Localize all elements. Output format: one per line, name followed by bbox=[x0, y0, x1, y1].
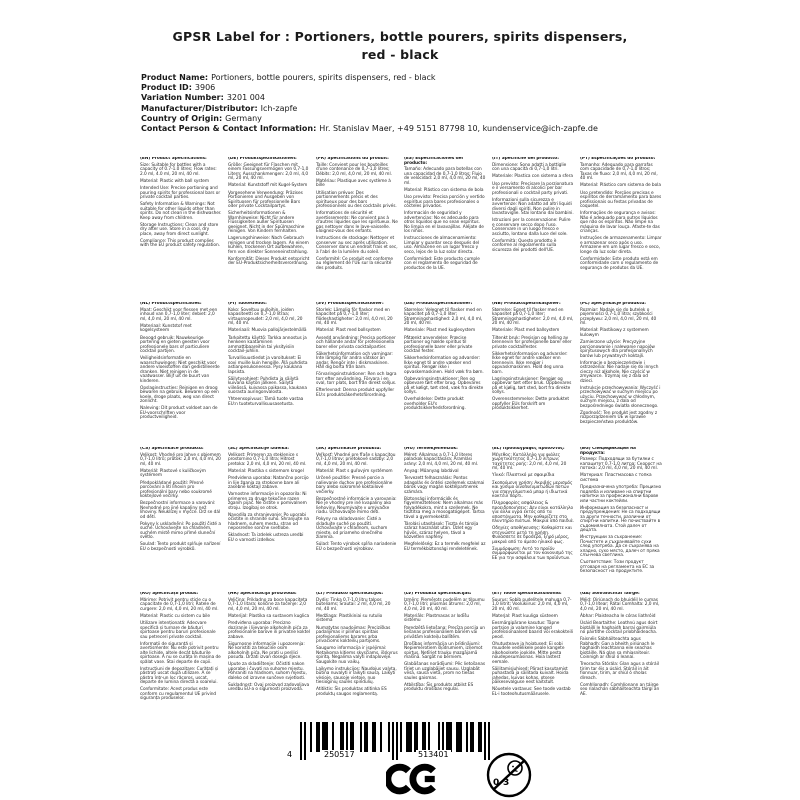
spec-paragraph: Suurus: Sobib pudelitele mahuga 0,7-1,0 liitrit; Voolukiirus: 2,0 ml, 4,0 ml, 20 ml, 40 ml. bbox=[492, 597, 572, 612]
language-paragraphs bbox=[316, 454, 398, 552]
spec-paragraph: Sukladnost: Ovaj proizvod zadovoljava uredbu EU-a o sigurnosti proizvoda. bbox=[228, 682, 310, 693]
spec-paragraph: Materiał: Plastikowy z systemem kulowym bbox=[580, 328, 649, 338]
spec-paragraph: Sicherheitsinformationen & Warnhinweise: Nicht für andere Flüssigkeiten außer Spirituosen geeignet. Nicht in der Spülmaschine reinigen. Von Kindern fernhalten. bbox=[228, 211, 305, 235]
spec-paragraph: Beoogd gebruik: Nauwkeurige portering en gieten geesten voor professionele bars of particuliere cocktail partijen. bbox=[140, 335, 210, 355]
language-paragraphs bbox=[228, 164, 310, 267]
spec-paragraph: Compliance: This product complies with the EU product safety regulation. bbox=[140, 238, 220, 249]
language-block-pl bbox=[580, 302, 662, 447]
spec-paragraph: Utilizare intenționată: Adecvare specifică și turnare de băuturi spirtoase pentru baruri profesionale sau petreceri private cocktail. bbox=[140, 621, 216, 640]
spec-paragraph: Ábhar: Plaisteacha le córas liathróid bbox=[580, 613, 656, 619]
language-block-cs bbox=[140, 447, 222, 592]
language-heading: (HR) Specifikacija proizvoda: bbox=[228, 592, 297, 596]
spec-paragraph: Matériau: Plastique avec système à bille bbox=[316, 178, 391, 189]
product-info-field bbox=[141, 104, 665, 114]
spec-paragraph: Οδηγίες αποθήκευσης: Καθαρίστε και στεγνώστε μετά τη χρήση. Φυλάσσετε σε δροσερό, ξηρό μέρος, μακριά από το άμεσο ηλιακό φως. bbox=[492, 526, 572, 545]
language-block-hu bbox=[404, 447, 486, 592]
spec-paragraph: Varnostne informacije in opozorila: Ni primeren za druge tekočine razen žganih pijač. Ne čistite v pomivalnem stroju. Izogibaj se otrok. bbox=[228, 492, 307, 511]
language-paragraphs bbox=[404, 168, 486, 271]
product-info-label: Manufacturer/Distributor: bbox=[141, 103, 258, 113]
spec-paragraph: Tiltenkt bruk: Presisjon og helling av brennevin for profesjonelle barer eller private cocktailfester. bbox=[492, 335, 572, 350]
spec-paragraph: Istruzioni per la conservazione: Pulire e conservare secco dopo l'uso. Conservare in un luogo fresco e asciutto, lontano dalla luce del sole. bbox=[492, 218, 571, 237]
language-paragraphs bbox=[404, 599, 486, 693]
spec-paragraph: Lagerungshinweise: Nach Gebrauch reinigen und trocken lagern. An einem kühlen, trockenen Ort aufbewahren, fern von direkter Sonneneinstrahlung. bbox=[228, 236, 309, 255]
product-info-value: 3201 004 bbox=[226, 93, 265, 103]
spec-paragraph: Saugumo informacija ir įspėjimai: Netaikoma kitiems skysčiams, išskyrus spiritą. Negalima valyti indaplovėje. Saugokite nuo vaikų. bbox=[316, 646, 398, 665]
spec-paragraph: Overholdelse: Dette produkt overholder EU's produktsikkerhedsforordning. bbox=[404, 397, 466, 412]
spec-paragraph: Biztonsági információk és figyelmeztetések: Nem alkalmas más folyadékokra, mint a szellemek. Ne tisztítsa meg a mosogatógépet. Tartsa távol a gyermekektől. bbox=[404, 496, 485, 520]
spec-paragraph: Úsáid Beartaithe: Leathnú agus doirt biotáillí le haghaidh barraí gairmiúla nó páirtithe cocktail príobháideacha. bbox=[580, 621, 658, 636]
spec-paragraph: Informations de sécurité et avertissements: Ne convient pas à d'autres liquides que les spiritueux. Ne pas nettoyer dans le lave-vaisselle. Éloignez-vous des enfants. bbox=[316, 211, 398, 235]
language-heading: (BG) Спецификация на продукта: bbox=[580, 447, 636, 456]
spec-paragraph: Medžiaga: Plastikiniai su rutulio sistema bbox=[316, 613, 383, 624]
product-info-field bbox=[141, 83, 665, 93]
language-block-sk bbox=[316, 447, 398, 592]
spec-paragraph: Předpokládané použití: Přesné porcování a lití lihovin pro profesionální bary nebo soukromé koktejlové večírky. bbox=[140, 480, 212, 500]
spec-paragraph: Laikymo instrukcijos: Naudojus valyta, būtina nuvalyti ir laikyti sausą. Laikyti vėsioje, sausoje vietoje, nuo tiesioginių saulės spindulių. bbox=[316, 666, 397, 686]
spec-paragraph: Materiāls: Plastmasas ar lodīšu sistēmu bbox=[404, 613, 470, 624]
language-heading: (PT) Especificações do produto: bbox=[580, 157, 656, 161]
spec-paragraph: Påtænkt anvendelse: Præcise portioner og hælde spiritus til professionelle barer eller private cocktail fester. bbox=[404, 335, 473, 355]
spec-paragraph: Material: Plastic cu sistem cu bile bbox=[140, 613, 210, 619]
spec-paragraph: Predviđena uporaba: Precizno doziranje i lijevanje alkoholnih pića za profesionalne barove ili privatne koktel zabave. bbox=[228, 621, 310, 640]
spec-paragraph: Zgodność: Ten produkt jest zgodny z rozporządzeniem UE w sprawie bezpieczeństwa produktów. bbox=[580, 410, 658, 425]
spec-paragraph: Megfelelőség: Ez a termék megfelel az EU termékbiztonsági rendeletének. bbox=[404, 542, 486, 552]
spec-paragraph: Opslaginstructies: Reinigen en droog bewaren na gebruik. Bewaren op een koele, droge plaats, weg van direct zonlicht. bbox=[140, 385, 219, 405]
spec-paragraph: Navodila za shranjevanje: Po uporabi očistite in shranite suho. Shranjujte na hladnem, suhem mestu, stran od neposredne sončne svetlobe. bbox=[228, 512, 309, 532]
spec-paragraph: Material: Plast med bollsystem bbox=[316, 328, 381, 334]
language-heading: (GA) Sonraíochtaí Táirge: bbox=[580, 592, 640, 596]
language-block-pt bbox=[580, 157, 662, 302]
spec-paragraph: Určené použitie: Presné porcie a nalievanie duchov pre profesionálne bary alebo súkromné koktailové večierky. bbox=[316, 476, 393, 495]
language-block-bg bbox=[580, 447, 662, 592]
product-info-label: Variation Number: bbox=[141, 93, 224, 103]
spec-paragraph: Ohutusteave ja hoiatused: Ei sobi muudele vedelikele peale kangete alkohoolsete jookide. Mitte pesta nõudepesumasinas. Hoia lastest eemale. bbox=[492, 641, 565, 665]
spec-paragraph: Размер: Подходящи за бутилки с капацитет 0,7-1,0 литра; Скорост на потока: 2,0 ml, 4,0 ml, 20 ml, 40 ml. bbox=[580, 457, 662, 472]
spec-paragraph: Materiaali: Muovia pallojärjestelmällä bbox=[228, 328, 307, 334]
spec-paragraph: Pokyny na skladovanie: Čisté a skladujte suché po použití. Uchovávajte v chladnom, suchom mieste, od priameho slnečného žiarenia. bbox=[316, 517, 388, 541]
spec-paragraph: Μέγεθος: Κατάλληλο για φιάλες χωρητικότητας 0,7-1,0 λίτρων; ταχύτητες ροής: 2,0 ml, 4,0 ml, 20 ml, 40 ml. bbox=[492, 452, 567, 472]
spec-paragraph: Sigurnosne informacije i upozorenja: Ne koristiti za tekućine osim alkoholnih pića. Ne prati u perilici posuđa. Držati izvan dosega djece. bbox=[228, 641, 305, 661]
spec-paragraph: Инструкции за съхранение: Почистете и съхранявайте сухи след употреба. Да се съхранява на хладно, сухо място, далеч от пряка слънчева светлина. bbox=[580, 535, 660, 559]
age-warning-0-3-icon bbox=[484, 750, 534, 800]
spec-paragraph: Säkerhetsinformation och varningar: Inte lämplig för andra vätskor än andar. Rengör inte i diskmaskinen. Håll dig borta från barn. bbox=[316, 351, 393, 371]
spec-paragraph: Rozmiar: Nadaje się do butelek o pojemności 0,7-1,0 litra; szybkości przepływu: 2,0 ml, 4,0 ml, 20 ml, 40 ml. bbox=[580, 307, 657, 327]
language-paragraphs bbox=[580, 309, 662, 425]
language-paragraphs bbox=[228, 454, 310, 543]
language-block-el bbox=[492, 447, 574, 592]
language-heading: (PL) Specyfikacje produktu: bbox=[580, 302, 646, 306]
spec-paragraph: Conformità: Questo prodotto è conforme al regolamento sulla sicurezza dei prodotti dell'UE. bbox=[492, 238, 557, 253]
age-warning-text: 0-3 bbox=[493, 778, 510, 788]
spec-paragraph: Izmērs: Piemērots pudelēm ar tilpumu 0,7-1,0 litri; plūsmas ātrums: 2,0 ml, 4,0 ml, 20 ml, 40 ml. bbox=[404, 597, 485, 612]
language-heading: (DA) Produktspecifikationer: bbox=[404, 302, 473, 306]
spec-paragraph: Υλικό: Πλαστικό με σφαιρίδια bbox=[492, 473, 555, 479]
language-paragraphs bbox=[492, 599, 574, 697]
spec-paragraph: Anyag: Műanyag labdával bbox=[404, 468, 459, 474]
spec-paragraph: Materijal: Plastika sa sustavom kuglica bbox=[228, 613, 310, 619]
language-block-it bbox=[492, 157, 574, 302]
spec-paragraph: Información de seguridad y advertencias: No es adecuado para otros líquidos que no sean espíritus. No limpia en el lavavajillas. Aléjate de los niños. bbox=[404, 211, 484, 235]
language-paragraphs bbox=[140, 164, 222, 249]
language-heading: (EL) Προδιαγραφές προϊόντος: bbox=[492, 447, 565, 451]
language-heading: (SL) Specifikacije izdelka: bbox=[228, 447, 289, 451]
spec-paragraph: Størrelse: Velegnet til flasker med en kapacitet på 0,7-1,0 liter; Strømningshastighed: 2,0 ml, 4,0 ml, 20 ml, 40 ml. bbox=[404, 307, 483, 327]
language-heading: (NL) Productspecificaties: bbox=[140, 302, 202, 306]
spec-paragraph: Intended Use: Precise portioning and pouring spirits for professional bars or private cocktail parties. bbox=[140, 186, 221, 201]
spec-paragraph: Veličina: Prikladno za boce kapaciteta 0,7-1,0 litara; količine za točenje: 2,0 ml, 4,0 ml, 20 ml, 40 ml. bbox=[228, 597, 308, 612]
spec-paragraph: Veiligheidsinformatie en waarschuwingen: Niet geschikt voor andere vloeistoffen dan gedistilleerde dranken. Niet reinigen in de vaatwasser. Blijf uit de buurt van kinderen. bbox=[140, 356, 220, 384]
spec-paragraph: Maat: Geschikt voor flessen met een inhoud van 0,7-1,0 liter; debiet: 2,0 ml, 4,0 ml, 20 ml, 40 ml. bbox=[140, 307, 218, 322]
spec-paragraph: Συμμόρφωση: Αυτό το προϊόν συμμορφώνεται με τον κανονισμό της ΕΕ για την ασφάλεια των προϊόντων. bbox=[492, 546, 573, 561]
spec-paragraph: Opbevaringsinstruktioner: Ren og opbevare tørt efter brug. Opbevares på et køligt, tørt sted, væk fra direkte sollys. bbox=[404, 376, 484, 396]
spec-paragraph: Taille: Convient pour les bouteilles d'une contenance de 0,7-1,0 litres; Débits: 2,0 ml, 4,0 ml, 20 ml, 40 ml. bbox=[316, 162, 392, 177]
language-heading: (RO) Specificații produs: bbox=[140, 592, 199, 596]
spec-paragraph: Conformidad: Este producto cumple con el reglamento de seguridad de productos de la UE. bbox=[404, 256, 480, 271]
language-paragraphs bbox=[580, 458, 662, 574]
ean13-barcode bbox=[287, 722, 490, 762]
language-heading: (ET) Toote spetsifikatsioonid: bbox=[492, 592, 562, 596]
product-info-value: Germany bbox=[225, 113, 262, 123]
spec-paragraph: Súlad: Tento výrobok spĺňa nariadenie EÚ o bezpečnosti výrobkov. bbox=[316, 542, 397, 552]
language-paragraphs bbox=[580, 164, 662, 271]
language-block-fr bbox=[316, 157, 398, 302]
product-info-label: Contact Person & Contact Information: bbox=[141, 124, 317, 134]
spec-paragraph: Materiaal: Kunststof met kogelsysteem bbox=[140, 323, 192, 334]
page-title-line1: GPSR Label for : Portioners, bottle pourers, spirits dispensers, bbox=[172, 29, 628, 44]
language-block-et bbox=[492, 592, 574, 737]
spec-paragraph: Materiál: Plast s guľovým systémom bbox=[316, 468, 393, 474]
language-heading: (SK) Špecifikácie produktu: bbox=[316, 447, 382, 451]
spec-paragraph: Material: Plastika s sistemom krogel bbox=[228, 468, 304, 474]
spec-paragraph: Materiale: Plastica con sistema a sfera bbox=[492, 174, 573, 180]
barcode-left-digits: 250517 bbox=[324, 750, 355, 759]
language-block-lv bbox=[404, 592, 486, 737]
language-heading: (FR) Spécifications du produit: bbox=[316, 157, 389, 161]
spec-paragraph: Treoracha Stórála: Glan agus a stóráil tirim tar éis a úsáid. Stóráil in áit fionnuar, tirim, ar shiúl ó sholas díreach. bbox=[580, 662, 659, 681]
spec-paragraph: Материал: Пластмасова с топка система bbox=[580, 473, 652, 483]
spec-paragraph: Tamanho: Adequado para garrafas com capacidade de 0,7-1,0 litros; Taxas de fluxo: 2,0 ml, 4,0 ml, 20 ml, 40 ml. bbox=[580, 162, 658, 182]
spec-paragraph: Instruções de armazenamento: Limpar e armazenar seco após o uso. Armazene em um lugar fresco e seco, longe da luz solar direta. bbox=[580, 236, 662, 255]
spec-paragraph: Σκοπούμενη χρήση: Ακριβής μερισμός και χύσιμο οινοπνευματωδών ποτών για επαγγελματικά μπαρ ή ιδιωτικά κοκτέιλ πάρτι. bbox=[492, 480, 573, 500]
language-block-fi bbox=[228, 302, 310, 447]
spec-paragraph: Sikkerhetsinformasjon og advarsler: Ikke egnet for andre væsker enn brennevin. Ikke rengjør i oppvaskmaskinen. Hold deg unna barn. bbox=[492, 351, 568, 375]
product-info-value: Hr. Stanislav Maer, +49 5151 87798 10, kundenservice@ich-zapfe.de bbox=[319, 124, 598, 134]
language-heading: (FI) Tuotetiedot: bbox=[228, 302, 267, 306]
spec-paragraph: Material: Plástico con sistema de bola bbox=[404, 187, 484, 193]
spec-paragraph: Informazioni sulla sicurezza e avvertenze: Non adatto ad altri liquidi diversi dagli spiriti. Non pulire in lavastoviglie. Stai lontano dai bambini. bbox=[492, 197, 574, 217]
language-heading: (DE) Produktspezifikationen: bbox=[228, 157, 297, 161]
spec-paragraph: Conformitate: Acest produs este conform cu regulamentul UE privind siguranța produselor. bbox=[140, 687, 217, 702]
spec-paragraph: Nõuetele vastavus: See toode vastab EL-i tooteohutusmäärusele. bbox=[492, 687, 571, 697]
language-paragraphs bbox=[580, 599, 662, 697]
spec-paragraph: Skladnost: Ta izdelek ustreza uredbi EU o varnosti izdelkov. bbox=[228, 533, 304, 543]
spec-paragraph: Instrucciones de almacenamiento: Limpiar y guardar seco después del uso. Almacene en un lugar fresco y seco, lejos de la luz solar directa. bbox=[404, 236, 480, 255]
spec-paragraph: Instrucțiuni de depozitare: Curățați și păstrați uscat după utilizare. A se păstra într-un loc răcoros, uscat, departe de lumina directă a soarelui. bbox=[140, 666, 219, 686]
spec-paragraph: Material: Plástico com sistema de bola bbox=[580, 183, 661, 189]
spec-paragraph: Tamaño: Adecuado para botellas con una capacidad de 0,7-1,0 litros; Flujo de velocidad: 2,0 ml, 4,0 ml, 20 ml, 40 ml. bbox=[404, 167, 486, 186]
page-title-line2: red - black bbox=[361, 47, 439, 62]
spec-paragraph: Materiale: Plast med kuglesystem bbox=[404, 328, 476, 334]
language-paragraphs bbox=[316, 164, 398, 271]
spec-paragraph: Materiál: Plastové s kuličkovým systémem bbox=[140, 468, 206, 479]
spec-paragraph: Glabāšanas norādījumi: Pēc lietošanas tīriet un uzglabājiet sausu. Uzglabāt vēsā, sausā vietā, prom no tiešas saules gaismas. bbox=[404, 662, 486, 681]
spec-paragraph: Yhteensopivuus: Tämä tuote vastaa EU:n tuoteturvallisuusasetusta. bbox=[228, 397, 304, 407]
language-paragraphs bbox=[404, 309, 486, 412]
spec-paragraph: Tervezett felhasználás: Pontos adagolás és öntési szellemek szakmai bárok vagy magán koktélpartnerek számára. bbox=[404, 476, 485, 495]
spec-paragraph: Faisnéis Sábháilteachta agus Rabhadh: Gan a bheith oiriúnach le haghaidh leachtanna eile seachas biotáille. Ná glan sa mhiasniteoir. Coinnigh ar shiúl ó leanaí. bbox=[580, 637, 655, 661]
language-heading: (EN) Product Specifications: bbox=[140, 157, 207, 161]
language-block-lt bbox=[316, 592, 398, 737]
language-heading: (HU) Termékjellemzők: bbox=[404, 447, 458, 451]
spec-paragraph: Tárolási utasítások: Tiszta és tárolja száraz használat után. Üzlet egy hűvös, száraz helyen, távol a közvetlen napfény. bbox=[404, 521, 479, 541]
spec-paragraph: Atitiktis: Šis produktas atitinka ES produktų saugos reglamentą. bbox=[316, 687, 387, 697]
language-paragraphs bbox=[316, 599, 398, 697]
spec-paragraph: Dimensione: Sono adatti a bottiglie con una capacità di 0,7-1,0 litri. bbox=[492, 162, 567, 173]
page-title bbox=[100, 28, 700, 64]
spec-paragraph: Säilitamisjuhised: Pärast kasutamist puhastada ja säilitada kuivalt. Hoida jahedas, kuivas kohas, otsese päikesevalguse eest kaitstult. bbox=[492, 666, 569, 686]
spec-paragraph: Material: Kunststoff mit Kugel-System bbox=[228, 183, 308, 189]
spec-paragraph: Numatytas naudojimas: Preciziškas padalijimas ir pilimas spiritais profesionaliems barams arba privačioms kokteilių partijoms. bbox=[316, 625, 391, 645]
spec-paragraph: Informacje o bezpieczeństwie i ostrzeżenia: Nie nadaje się do innych cieczy niż alkohole. Nie czyścić w zmywarce. Trzymaj się z dala od dzieci. bbox=[580, 360, 659, 384]
product-info-field bbox=[141, 114, 665, 124]
spec-paragraph: Naleving: Dit product voldoet aan de EU-voorschriften voor productveiligheid. bbox=[140, 406, 218, 421]
spec-paragraph: Instrukcje przechowywania: Wyczyść i przechowywać w suchym miejscu po użyciu. Przechowywać w chłodnym, suchym miejscu, z dala od bezpośredniego światła słonecznego. bbox=[580, 385, 661, 409]
spec-paragraph: Velikost: Vhodné pro lahve s objemem 0,7-1,0 litrů; průtok: 2,0 ml, 4,0 ml, 20 ml, 40 ml. bbox=[140, 452, 221, 467]
spec-paragraph: Turvallisuustiedot ja varoitukset: Ei sovi muille kuin hengille. Älä puhdista astianpesukoneessa. Pysy kaukana lapsista. bbox=[228, 356, 308, 375]
language-heading: (SV) Produktspecifikationer: bbox=[316, 302, 384, 306]
spec-paragraph: Størrelse: Egnet til flasker med en kapasitet på 0,7-1,0 liter; Strømningshastigheter: 2,0 ml, 4,0 ml, 20 ml, 40 ml. bbox=[492, 307, 574, 327]
barcode-first-digit: 4 bbox=[287, 750, 293, 759]
language-block-sv bbox=[316, 302, 398, 447]
language-block-es bbox=[404, 157, 486, 302]
product-info-field bbox=[141, 124, 665, 134]
language-block-ga bbox=[580, 592, 662, 737]
spec-paragraph: Förvaringsinstruktioner: Ren och lagra torr efter användning. Förvara i en sval, torr plats, bort från direkt solljus. bbox=[316, 372, 397, 387]
product-info-label: Country of Origin: bbox=[141, 113, 223, 123]
language-heading: (IT) Specifiche del prodotto: bbox=[492, 157, 559, 161]
spec-paragraph: Storage Instructions: Clean and store dry after use. Store in a cool, dry place, away from direct sunlight. bbox=[140, 222, 219, 237]
product-info-field bbox=[141, 93, 665, 103]
language-paragraphs bbox=[492, 309, 574, 412]
spec-paragraph: Mărime: Potrivit pentru sticle cu o capacitate de 0,7-1,0 litri; Ratele de curgere: 2,0 ml, 4,0 ml, 20 ml, 40 ml. bbox=[140, 597, 219, 612]
spec-paragraph: Konformität: Dieses Produkt entspricht der EU-Produktsicherheitsverordnung. bbox=[228, 256, 310, 267]
product-info-field bbox=[141, 73, 665, 83]
spec-paragraph: Materiale: Plast med ballsystem bbox=[492, 328, 560, 334]
language-block-de bbox=[228, 157, 310, 302]
spec-paragraph: Предназначена употреба: Прецизно подялба и изливане на спиртни напитки за професионални барове или частни коктейли. bbox=[580, 485, 662, 504]
spec-paragraph: Tarkoitettu käyttö: Tarkka annostus ja henkeen kaataminen ammattibaareihin tai yksityisiin cocktail-juhliin. bbox=[228, 335, 307, 355]
language-block-nb bbox=[492, 302, 574, 447]
spec-paragraph: Soulad: Tento produkt splňuje nařízení EU o bezpečnosti výrobků. bbox=[140, 542, 221, 552]
language-paragraphs bbox=[140, 454, 222, 552]
spec-paragraph: Storlek: Lämplig för flaskor med en kapacitet på 0,7-1,0 liter; flödeshastigheter: 2,0 ml, 4,0 ml, 20 ml, 40 ml. bbox=[316, 307, 393, 327]
spec-paragraph: Съответствие: Този продукт отговаря на регламента на ЕС за безопасност на продуктите. bbox=[580, 560, 655, 575]
language-heading: (LT) Produkto specifikacijos: bbox=[316, 592, 384, 596]
spec-paragraph: Instructions de stockage: Nettoyer et conserver au sec après utilisation. Conserver dans un endroit frais et sec, à l'abri de la lumière du soleil. bbox=[316, 236, 398, 255]
spec-paragraph: Predvidena uporaba: Natančno porcijo in lije žganja za strokovne bare ali zasebne koktajl zabave. bbox=[228, 476, 309, 491]
spec-paragraph: Méret: Alkalmas a 0,7-1,0 literes palackok kapacitására; Áramlási arány: 2,0 ml, 4,0 ml, 20 ml, 40 ml. bbox=[404, 452, 479, 467]
spec-paragraph: Bezpečnostní informace a varování: Nevhodné pro jiné kapaliny než lihoviny. Neuklízej v myčce. Drž se dál od dětí. bbox=[140, 501, 221, 520]
spec-paragraph: Uso previsto: Precisare la porzionatura e il versamento di alcolici per bar professionali o cocktail party privati. bbox=[492, 181, 574, 196]
spec-paragraph: Pokyny k uskladnění: Po použití čisté a suché. Uchovávejte na chladném, suchém místě mimo přímé sluneční světlo. bbox=[140, 521, 221, 541]
language-paragraphs bbox=[404, 454, 486, 552]
language-specifications-grid bbox=[140, 157, 662, 737]
language-paragraphs bbox=[228, 599, 310, 693]
spec-paragraph: Informații de siguranță și avertismente: Nu este potrivit pentru alte lichide, altele decât băuturile spirtoase. A nu se curăța în mașina de spălat vase. Stai departe de copii. bbox=[140, 641, 221, 665]
spec-paragraph: Material: Plastic with ball system bbox=[140, 178, 209, 184]
barcode-right-digits: 513401 bbox=[418, 750, 449, 759]
language-block-ro bbox=[140, 592, 222, 737]
spec-paragraph: Overensstemmelse: Dette produktet oppfyller EUs forskrift om produktsikkerhet. bbox=[492, 397, 569, 412]
language-heading: (LV) Produkta specifikācijas: bbox=[404, 592, 472, 596]
spec-paragraph: Conformité: Ce produit est conforme au règlement de l'UE sur la sécurité des produits. bbox=[316, 256, 393, 271]
spec-paragraph: Drošības informācija un brīdinājumi: Nepiemērotiem šķidrumiem, izņemot spirtus. Netīriet trauku mazgājamā mašīnā. Sargāt no bērniem. bbox=[404, 641, 483, 661]
spec-paragraph: Avsedd användning: Precisa portioner och hällande andar för professionella barer eller privata cocktailpartier. bbox=[316, 335, 396, 350]
language-paragraphs bbox=[492, 454, 574, 561]
spec-paragraph: Upute za skladištenje: Očistiti nakon uporabe i čuvati na suhome mjestu. Pohraniti na hladnom, suhom mjestu, daleko od izravne sunčeve svjetlosti. bbox=[228, 662, 307, 681]
spec-paragraph: Πληροφορίες ασφάλειας & προειδοποιήσεις: Δεν είναι κατάλληλο για άλλα υγρά εκτός από τα αποστάγματα. Μην καθαρίζετε στο πλυντήριο πιάτων. Μακριά από παιδιά. bbox=[492, 501, 574, 525]
spec-paragraph: Zamierzone użycie: Precyzyjne porcjonowanie i nalewanie napojów spirytusowych dla profesjonalnych barów lub prywatnych koktajli. bbox=[580, 340, 655, 359]
language-heading: (ES) Especificaciones del producto: bbox=[404, 157, 463, 166]
product-info-value: Ich-zapfe bbox=[260, 103, 298, 113]
product-info-value: 3906 bbox=[194, 83, 216, 93]
spec-paragraph: Velikost: Primeren za steklenice s prostornino 0,7-1,0 litra; Hitrost pretoka: 2,0 ml, 4,0 ml, 20 ml, 40 ml. bbox=[228, 452, 307, 467]
spec-paragraph: Säilytysohjeet: Puhdista ja säilytä kuivana käytön jälkeen. Säilytä viileässä, kuivassa paikassa, kaukana suorasta auringonvalosta. bbox=[228, 376, 307, 396]
language-paragraphs bbox=[140, 599, 222, 702]
spec-paragraph: Größe: Geeignet für Flaschen mit einem Fassungsvermögen von 0,7-1,0 Litern; Ausschankmengen: 2,0 ml, 4,0 ml, 20 ml, 40 ml. bbox=[228, 162, 309, 182]
spec-paragraph: Koko: Soveltuu pulloihin, joiden kapasiteetti on 0,7-1,0 litraa; virtausnopeudet: 2,0 ml, 4,0 ml, 20 ml, 40 ml. bbox=[228, 307, 303, 327]
language-block-da bbox=[404, 302, 486, 447]
spec-paragraph: Safety Information & Warnings: Not suitable for other liquids other than spirits. Do not clean in the dishwasher. Keep away from children. bbox=[140, 202, 222, 221]
language-paragraphs bbox=[228, 309, 310, 407]
language-block-hr bbox=[228, 592, 310, 737]
spec-paragraph: Conformidade: Este produto está em conformidade com o regulamento de segurança de produtos da UE. bbox=[580, 256, 659, 271]
spec-paragraph: Paredzētā lietošana: Precīza porcija un liešanas profesionāliem bāriem vai privātām kokteiļu ballītēm. bbox=[404, 625, 485, 640]
spec-paragraph: Veľkosť: Vhodné pre fľaše s kapacitou 0,7-1,0 litrov; prietokové sadzby: 2,0 ml, 4,0 ml, 20 ml, 40 ml. bbox=[316, 452, 396, 467]
spec-paragraph: Информация за безопасност и предупреждения: Не са подходящи за други течности, различни от спиртни напитки. Не почиствайте в съдомиялната. Стой далеч от децата. bbox=[580, 505, 661, 534]
spec-paragraph: Efterlevnad: Denna produkt uppfyller EU:s produktsäkerhetsförordning. bbox=[316, 388, 395, 398]
spec-paragraph: Vorgesehene Verwendung: Präzises Portionieren und Ausgeben von Spirituosen für professionelle Bars oder private Cocktailpartys. bbox=[228, 190, 303, 210]
spec-paragraph: Lagringsinstruksjoner: Rengjør og oppbevar tørt etter bruk. Oppbevares på et kjølig, tørt sted, bort fra direkte sollys. bbox=[492, 376, 572, 396]
language-heading: (CS) Specifikace produktu: bbox=[140, 447, 204, 451]
language-block-nl bbox=[140, 302, 222, 447]
product-info-block bbox=[141, 73, 665, 134]
spec-paragraph: Méid: Oiriúnach do bhuidéil le cumas 0,7-1,0 lítear; Rátaí Comhalta: 2,0 ml, 4,0 ml, 20 ml, 40 ml. bbox=[580, 597, 660, 612]
spec-paragraph: Sikkerhedsinformation og advarsler: Ikke egnet til andre væsker end spiritus. Rengør ikke i opvaskemaskinen. Hold væk fra børn. bbox=[404, 356, 484, 375]
language-block-sl bbox=[228, 447, 310, 592]
product-info-label: Product ID: bbox=[141, 83, 192, 93]
spec-paragraph: Materjal: Plast kuuliga süsteem bbox=[492, 613, 558, 619]
spec-paragraph: Comhlíonadh: Comhlíonann an táirge seo rialachán sábháilteachta táirgí an AE. bbox=[580, 682, 660, 697]
language-heading: (NB) Produktspesifikasjoner: bbox=[492, 302, 561, 306]
spec-paragraph: Uso previsto: Precisa porción y vertido espíritus para bares profesionales o cócteles privados. bbox=[404, 195, 485, 210]
spec-paragraph: Informações de segurança e avisos: Não é adequado para outros líquidos que não os espíritos. Não limpe na máquina de lavar louça. Afaste-te das crianças. bbox=[580, 211, 660, 235]
spec-paragraph: Utilisation prévue: Des portionnements précis et des spiritueux pour des bars professionnels ou des cocktails privés. bbox=[316, 190, 397, 210]
product-info-value: Portioners, bottle pourers, spirits dispensers, red - black bbox=[211, 73, 436, 82]
language-paragraphs bbox=[492, 164, 574, 253]
language-block-en bbox=[140, 157, 222, 302]
product-info-label: Product Name: bbox=[141, 73, 209, 82]
spec-paragraph: Dydis: Tinka 0,7-1,0 litrų talpos buteliams; Srautai: 2 ml, 4,0 ml, 20 ml, 40 ml. bbox=[316, 597, 391, 612]
language-paragraphs bbox=[140, 309, 222, 421]
spec-paragraph: Size: Suitable for bottles with a capacity of 0.7-1.0 litres; Flow rates: 2.0 ml, 4.0 ml, 20 ml, 40 ml. bbox=[140, 162, 217, 177]
ce-marking-icon bbox=[386, 762, 436, 796]
language-paragraphs bbox=[316, 309, 398, 398]
spec-paragraph: Atbilstība: Šis produkts atbilst ES produktu drošības regulai. bbox=[404, 682, 474, 693]
spec-paragraph: Eesmärgipärane kasutus: Täpne portsjon ja valamine kanged professionaalsed baarid või erakokteili peod. bbox=[492, 621, 573, 640]
spec-paragraph: Uso pretendido: Porções precisas e espíritos de derramamento para bares profissionais ou festas privadas de coquetel. bbox=[580, 190, 662, 210]
spec-paragraph: Bezpečnostné informácie a varovania: Nie je vhodný pre iné kvapaliny ako liehoviny. Neumývajte v umývačke riadu. Uchovávajte mimo detí. bbox=[316, 496, 397, 516]
